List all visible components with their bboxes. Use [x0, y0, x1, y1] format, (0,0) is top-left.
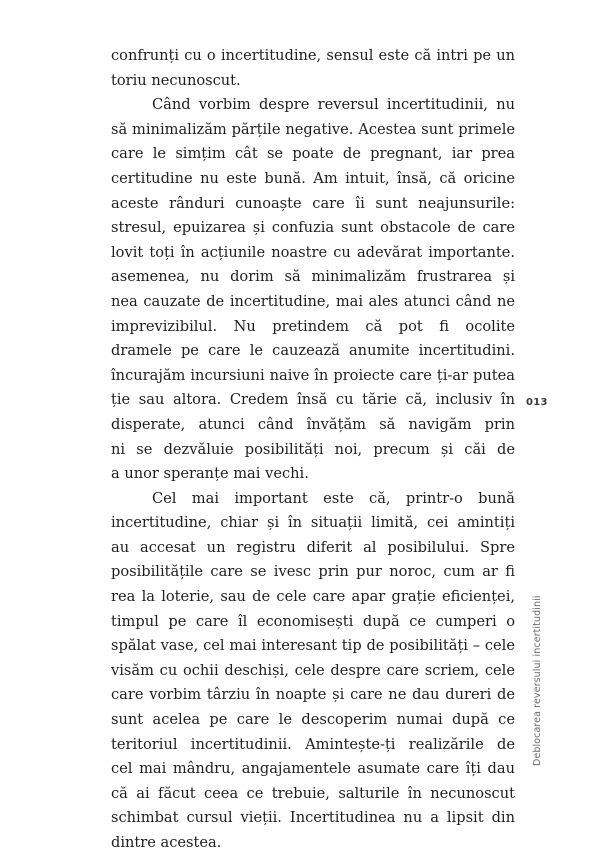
text-line: aceste rânduri cunoaște care îi sunt neajunsurile:	[111, 194, 515, 212]
text-line: că ai făcut ceea ce trebuie, salturile în necunoscut	[111, 784, 515, 802]
running-title: Deblocarea reversului incertitudinii	[532, 595, 543, 766]
text-line: stresul, epuizarea și confuzia sunt obstacole de care	[111, 219, 515, 237]
text-line: visăm cu ochii deschiși, cele despre care scriem, cele	[111, 661, 515, 679]
text-line: timpul pe care îl economisești după ce cumperi o	[111, 612, 515, 630]
text-line: a unor speranțe mai vechi.	[111, 465, 309, 483]
body-text	[111, 44, 515, 856]
text-line: toriu necunoscut.	[111, 71, 241, 89]
text-line: posibilitățile care se ivesc prin pur noroc, cum ar fi	[111, 563, 515, 581]
text-line: să minimalizăm părțile negative. Acestea sunt primele	[111, 120, 515, 138]
paragraph-first-line: Când vorbim despre reversul incertitudinii, nu	[152, 96, 515, 114]
text-line: incertitudine, chiar și în situații limită, cei amintiți	[111, 514, 515, 532]
text-line: dramele pe care le cauzează anumite incertitudini.	[111, 342, 515, 360]
text-line: asemenea, nu dorim să minimalizăm frustrarea și	[111, 268, 515, 286]
text-line: încurajăm incursiuni naive în proiecte care ți-ar putea	[111, 366, 515, 384]
text-line: nea cauzate de incertitudine, mai ales atunci când ne	[111, 292, 515, 310]
text-line: ție sau altora. Credem însă cu tărie că, inclusiv în	[111, 391, 515, 409]
text-line: sunt acelea pe care le descoperim numai după ce	[111, 711, 515, 729]
text-line: dintre acestea.	[111, 834, 222, 851]
text-line: certitudine nu este bună. Am intuit, însă, că oricine	[111, 169, 515, 187]
page-number: 013	[526, 397, 548, 408]
text-line: teritoriul incertitudinii. Amintește-ți realizările de	[111, 735, 515, 753]
text-line: imprevizibilul. Nu pretindem că pot fi ocolite	[111, 317, 515, 335]
text-line: au accesat un registru diferit al posibilului. Spre	[111, 538, 515, 556]
text-line: spălat vase, cel mai interesant tip de posibilități – cele	[111, 637, 515, 655]
text-line: cel mai mândru, angajamentele asumate care îți dau	[111, 760, 515, 778]
text-line: care le simțim cât se poate de pregnant, iar prea	[111, 145, 515, 163]
text-line: ni se dezvăluie posibilități noi, precum și căi de	[111, 440, 515, 458]
text-line: disperate, atunci când învățăm să navigăm prin	[111, 415, 515, 433]
text-line: rea la loterie, sau de cele care apar grație eficienței,	[111, 588, 515, 606]
text-line: lovit toți în acțiunile noastre cu adevărat importante.	[111, 243, 515, 261]
text-line: care vorbim târziu în noapte și care ne dau dureri de	[111, 686, 515, 704]
text-line: schimbat cursul vieții. Incertitudinea nu a lipsit din	[111, 809, 515, 827]
paragraph-first-line: Cel mai important este că, printr-o bună	[152, 489, 515, 507]
text-line: confrunți cu o incertitudine, sensul este că intri pe un	[111, 47, 515, 64]
